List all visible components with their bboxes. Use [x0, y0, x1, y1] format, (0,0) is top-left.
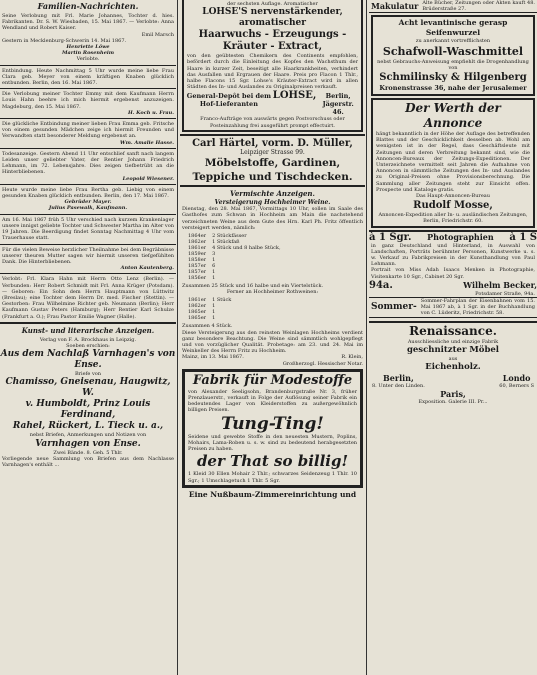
notice-2-name-a: Henriette Löwe — [66, 44, 110, 51]
schafwoll-firm: Schmilinsky & Hilgenberg — [379, 72, 527, 84]
notice-6: Todesanzeige. Gestern Abend 11 Uhr entschlief sanft nach langem Leiden unser geliebter Vater, der Rentier Johann Friedrich Lehmann, im 72. Lebensjahre. Dies zeigen tiefbetrübt an die Hinterbliebenen. — [2, 150, 174, 176]
annonce-firm-name: Rudolf Mosse, — [413, 200, 493, 212]
wine-lot-quantity: 6 — [212, 263, 216, 270]
schafwoll-text: nebst Gebrauchs-Anweisung empfiehlt die Drogenhandlung von — [377, 58, 529, 71]
price-left: à 1 Sgr. — [369, 231, 412, 243]
schafwoll-sub-2: zu anerkannt vortrefflichsten — [415, 38, 491, 45]
column-middle — [180, 0, 365, 675]
notice-7-signature-b: Julius Pasewalk, Kaufmann. — [48, 205, 128, 212]
notice-6-signature: Leopold Wiesener. — [122, 175, 174, 182]
wine-lot-quantity: 4 Stück und 8 halbe Stück, — [212, 245, 281, 252]
wine-lot-quantity: 1 — [212, 275, 216, 282]
book-title-3: Chamisso, Gneisenau, Haugwitz, W. — [5, 377, 171, 399]
notice-2-label: Verlobte. — [76, 56, 100, 63]
city-paris-name: Paris, — [440, 389, 466, 400]
wine-lot-quantity: 1 Stückfaß — [212, 239, 240, 246]
sommer-text: Sommer-Fahrplan der Eisenbahnen vom 15. Mai 1867 ab, à 1 Sgr. in der Buchhandlung von C. Lüderitz, Friedrichstr. 58. — [420, 298, 535, 317]
lohse-depot-row — [185, 90, 360, 116]
fabrik-ad — [182, 369, 363, 488]
photo-ad-header — [369, 230, 537, 243]
book-description: Vorliegende neue Sammlung von Briefen aus dem Nachlasse Varnhagen's enthält ... — [2, 455, 174, 468]
red-wine-lot-vintage: 1865er — [188, 315, 207, 322]
schafwoll-ad — [371, 15, 535, 96]
column-family-notices — [0, 0, 176, 675]
renaissance-cities — [370, 373, 536, 389]
city-paris-address: Exposition. Galerie III. Pr... — [418, 399, 488, 406]
renaissance-text-3: aus — [448, 355, 458, 362]
schafwoll-address: Kronenstrasse 36, nahe der Jerusalemer — [379, 84, 527, 93]
book-price: Zwei Bände. 8. Geh. 5 Thlr. — [53, 449, 123, 456]
makulatur-text: Alte Bücher, Zeitungen oder Akten kauft 48. Brüderstraße 27. — [422, 0, 535, 13]
makulatur-label: Makulatur — [371, 1, 419, 12]
column-rule — [366, 0, 367, 675]
city-berlin-name: Berlin, — [383, 373, 414, 384]
lohse-title: LOHSE'S nervenstärkender, aromatischer — [202, 7, 343, 29]
notice-8: Am 16. Mai 1867 früh 5 Uhr verschied nach kurzem Krankenlager unsere innigst geliebte Tochter und Schwester Martha im Alter von 19 Jahren. Die Beerdigung findet Sonntag Nachmittag 4 Uhr vom Trauerhause statt. — [2, 216, 174, 242]
wine-auction-text-2: Diese Versteigerung aus den reinsten Weinlagen Hochheims verdient ganz besondere Beachtung. Die Weine sind sämmtlich wohlgepflegt und von vorzüglicher Qualität. Probetage: am 23. und 24. Mai im Weinkeller des Herrn Fritz zu Hochheim. — [182, 329, 363, 355]
wine-lot-total: Zusammen 25 Stück und 16 halbe und ein Viertelstück. — [182, 283, 324, 290]
section-divider — [0, 322, 176, 324]
publisher-line: Verlag von F. A. Brockhaus in Leipzig. — [39, 336, 137, 343]
red-wine-lot-vintage: 1861er — [188, 297, 207, 304]
becker-address: Potsdamer Straße, 94a. — [475, 290, 535, 297]
fabrik-footer: 1 Kleid 30 Ellen Mohair 2 Thlr.; schwarzes Seidenzeug 1 Thlr. 10 Sgr.; 1 Umschlagetuch 1 Thlr. 5 Sgr. — [188, 471, 357, 484]
wine-lot-vintage: 1856er — [188, 275, 207, 282]
book-title-2: Briefe von — [74, 371, 102, 378]
photo-text-2: Portrait von Miss Adah Isaacs Menken in Photographie, Visitenkarte 10 Sgr., Cabinet 20 Sgr. — [371, 267, 535, 280]
notice-1-signature: Emil Marsch — [141, 31, 174, 38]
notice-7-signature-a: Gebrüder Mayer. — [64, 199, 112, 206]
book-note: nebst Briefen, Anmerkungen und Notizen von — [29, 432, 147, 439]
notice-5-signature: Wm. Amalie Hasse. — [119, 139, 174, 146]
becker-number: 94a. — [369, 279, 393, 291]
column-rule — [177, 0, 178, 675]
divider — [0, 214, 176, 215]
lohse-brand: LOHSE, — [272, 90, 317, 102]
red-wine-lot-quantity: 1 Stück — [212, 297, 232, 304]
city-berlin — [370, 373, 427, 389]
sommer-label: Sommer- — [371, 302, 417, 313]
fabrik-owner: von Alexander Seeligsohn, Brandenburgstraße Nr. 3, früher Prenzlauerstr., verkauft in Folge der Auflösung seiner Fabrik ein bedeutendes Lager von Kleiderstoffen zu außergewöhnlich billigen Preisen. — [188, 388, 357, 414]
wine-auction-notary: Großherzogl. Hessischer Notar. — [282, 360, 363, 367]
wine-auction-place: Mainz, im 13. Mai 1867. — [182, 354, 244, 361]
photo-title: Photographien — [427, 231, 494, 242]
city-london-address: 60, Berners S — [499, 383, 534, 390]
divider — [0, 244, 176, 245]
red-wine-total: Zusammen 4 Stück. — [182, 323, 233, 330]
annonce-text: hängt bekanntlich in der Höhe der Auflage des betreffenden Blattes und der Geschicklichkeit desselben ab. Wohl am wenigsten ist in der Regel, dass Geschäftsleute mit Zeitungen und deren Verbreitung bekannt sind, wie die Annoncen-Bureaux der Zeitungs-Expeditionen. Der Unterzeichnete vermittelt seit Jahren die Aufnahme von Annoncen in sämmtliche Zeitungen des In- und Auslandes zu Original-Preisen ohne Provisionsberechnung. Die Sammlung aller Zeitungen steht zur Einsicht offen. Prospecte und Kataloge gratis. — [376, 131, 530, 193]
notice-9: Für die vielen Beweise herzlicher Theilnahme bei dem Begräbnisse unserer theuren Mutter sagen wir hiermit unseren tiefgefühlten Dank. Die Hinterbliebenen. — [2, 246, 174, 265]
notice-7: Heute wurde meine liebe Frau Bertha geb. Liebig von einem gesunden Knaben glücklich entbunden. Berlin, den 17. Mai 1867. — [2, 186, 174, 200]
annonce-ad — [371, 98, 535, 228]
wine-lot-vintage: 1857er — [188, 269, 207, 276]
misc-heading: Vermischte Anzeigen. — [230, 189, 315, 199]
wine-lot-quantity: 1 — [212, 269, 216, 276]
renaissance-text: Ausschliessliche und einzige Fabrik — [407, 338, 499, 345]
lohse-top-line: der sechsten Auflage. Aromatischer — [227, 1, 318, 7]
notice-2-name-b: Martin Rosenheim — [61, 50, 115, 57]
red-wine-heading: Ferner an Hochheimer Rothweinen: — [226, 289, 319, 296]
fabrik-tung-ting: Tung-Ting! — [221, 413, 324, 434]
renaissance-text-4: Eichenholz. — [425, 362, 481, 373]
wine-auction-title: Versteigerung Hochheimer Weine. — [214, 199, 331, 207]
renaissance-ad — [369, 321, 537, 407]
haertel-address: Leipziger Strasse 99. — [240, 148, 305, 156]
becker-name: Wilhelm Becker, — [463, 279, 537, 290]
divider — [0, 88, 176, 89]
photo-text: in ganz Deutschland und Hinterland, in Auswahl von Landschaften, Porträts berühmter Personen, Kunstwerke u. s. w. Verkauf zu Fabrikpreisen in der Kunsthandlung von Paul Lehmann. — [371, 242, 535, 268]
schafwoll-sub: Seifenwurzel — [425, 28, 481, 38]
city-london-name: Londo — [502, 373, 531, 384]
lohse-ad — [182, 0, 363, 132]
wine-auction-signature: R. Klein, — [341, 354, 363, 361]
notice-9-signature: Anton Kautenberg. — [120, 265, 174, 272]
book-editor: Varnhagen von Ense. — [35, 438, 141, 449]
notice-3: Entbindung. Heute Nachmittag 5 Uhr wurde meine liebe Frau Clara geb. Meyer von einem kräftigen Knaben glücklich entbunden. Berlin, den 16. Mai 1867. — [2, 67, 174, 87]
fabrik-title: Fabrik für Modestoffe — [192, 372, 353, 388]
wine-lot-vintage: 1859er — [188, 251, 207, 258]
city-berlin-address: 8. Unter den Linden. — [372, 383, 425, 390]
wine-lot-vintage: 1864er — [188, 233, 207, 240]
annonce-address: Annoncen-Expedition aller In- u. ausländischen Zeitungen, Berlin, Friedrichstr. 60. — [378, 212, 528, 225]
column-right — [369, 0, 537, 675]
fabrik-text: Seidene und gewebte Stoffe in den neuesten Mustern, Poplins, Mohairs, Lama-Roben u. s. w. sind zu bedeutend herabgesetzten Preisen zu haben. — [188, 433, 357, 453]
renaissance-title: Renaissance. — [409, 323, 497, 338]
publisher-subline: Soeben erschien: — [66, 342, 110, 349]
wine-lot-vintage: 1857er — [188, 263, 207, 270]
red-wine-lot-quantity: 1 — [212, 303, 216, 310]
arts-heading: Kunst- und literarische Anzeigen. — [21, 325, 155, 335]
annonce-title: Der Werth der Annonce — [405, 101, 501, 131]
lohse-footer: Franco-Aufträge von auswärts gegen Postvorschuss oder Posteinzahlung frei ausgeführt prompt effectuirt. — [200, 116, 345, 129]
divider — [0, 65, 176, 66]
sommer-ad — [369, 297, 537, 318]
divider — [0, 184, 176, 185]
schafwoll-head: Acht levantinische gerasp — [398, 18, 508, 28]
wine-lot-vintage: 1858er — [188, 257, 207, 264]
annonce-firm: Das Haupt-Annoncen-Bureau — [415, 193, 490, 200]
divider — [0, 273, 176, 274]
renaissance-text-2: geschnitzter Möbel — [406, 344, 500, 355]
wine-lot-quantity: 3 — [212, 251, 216, 258]
wine-lot-vintage: 1862er — [188, 239, 207, 246]
becker-row — [369, 280, 537, 291]
price-right: à 1 S — [509, 231, 537, 243]
nussbaum-ad: Eine Nußbaum-Zimmereinrichtung und — [188, 489, 357, 499]
wine-lot-row — [188, 275, 287, 281]
wine-lot-quantity: 1 — [212, 257, 216, 264]
red-wine-lot-row — [188, 315, 237, 321]
book-title-1: Aus dem Nachlaß Varnhagen's von Ense. — [0, 349, 176, 371]
notice-2: Gestern in Mecklenburg-Schwerin 14. Mai 1867. — [2, 37, 127, 44]
red-wine-table — [188, 297, 237, 321]
book-title-4: v. Humboldt, Prinz Louis Ferdinand, — [25, 399, 151, 421]
lohse-text: von den geübtesten Chemikern des Continents empfohlen, befördert durch die Einleitung des Kopfes den Wachsthum der Haare in kurzer Zeit, beseitigt alle Haarkrankheiten, verhindert das Ausfallen und Ergrauen der Haare. Preis pro Flacon 1 Thlr., halbe Flacons 15 Sgr. Lohse's Kräuter-Extract wird in allen Städten des In- und Auslandes zu Originalpreisen verkauft. — [187, 53, 358, 91]
city-london — [497, 373, 536, 389]
red-wine-lot-vintage: 1865er — [188, 309, 207, 316]
wine-lot-quantity: 2 Stückfässer — [212, 233, 247, 240]
notice-1: Seine Verlobung mit Frl. Marie Johannes, Tochter d. hies. Fabrikanten. Dr. S. W. Wiesbaden, 15. Mai 1867. — Verlobte: Anna Wendland und Robert Kaiser. — [2, 13, 174, 32]
wine-lot-table — [188, 233, 287, 281]
red-wine-lot-quantity: 1 — [212, 309, 216, 316]
red-wine-lot-vintage: 1862er — [188, 303, 207, 310]
haertel-name: Carl Härtel, vorm. D. Müller, — [192, 137, 353, 149]
makulatur-ad — [369, 0, 537, 13]
notice-summary: Verlobt: Frl. Klara Hahn mit Herrn Otto Lenz (Berlin). — Verbunden: Herr Robert Schmidt mit Frl. Anna Krüger (Potsdam). — Geboren: Ein Sohn dem Herrn Hauptmann von Lüttwitz (Breslau); eine Tochter dem Herrn Dr. med. Fischer (Stettin). — Gestorben: Frau Wilhelmine Richter geb. Neumann (Berlin); Herr Kaufmann Gustav Peters (Hamburg); Herr Rentier Karl Schulze (Frankfurt a. O.); Frau Pastor Emilie Wagner (Halle). — [2, 276, 174, 320]
lohse-depot: General-Depôt bei dem Hof-Lieferanten — [186, 92, 272, 109]
haertel-goods: Möbelstoffe, Gardinen, Teppiche und Tischdecken. — [192, 157, 353, 184]
notice-4-signature: H. Koch u. Frau. — [127, 109, 174, 116]
wine-auction-text: Dienstag, den 28. Mai 1867, Vormittags 10 Uhr, sollen im Saale des Gasthofes zum Schwan in Hochheim am Main die nachstehend verzeichneten Weine aus dem Gute des Hrn. Karl Ph. Fritz öffentlich versteigert werden, nämlich: — [182, 206, 363, 231]
family-heading: Familien-Nachrichten. — [37, 1, 139, 11]
book-title-5: Rahel, Rückert, L. Tieck u. a., — [12, 421, 164, 432]
fabrik-slogan: der That so billig! — [196, 452, 349, 471]
divider — [0, 118, 176, 119]
haertel-ad — [180, 134, 365, 187]
wine-lot-vintage: 1861er — [188, 245, 207, 252]
notice-5: Die glückliche Entbindung meiner lieben Frau Emma geb. Fritsche von einem gesunden Mädchen zeige ich hiermit Freunden und Verwandten statt besonderer Meldung ergebenst an. — [2, 121, 174, 140]
divider — [0, 148, 176, 149]
schafwoll-title: Schafwoll-Waschmittel — [382, 44, 524, 58]
notice-4: Die Verlobung meiner Tochter Emmy mit dem Kaufmann Herrn Louis Hahn beehre ich mich hiermit ergebenst anzuzeigen. Magdeburg, den 15. Mai 1867. — [2, 91, 174, 110]
red-wine-lot-quantity: 1 — [212, 315, 216, 322]
lohse-title-2: Haarwuchs - Erzeugungs - Kräuter - Extract, — [198, 29, 347, 53]
lohse-address: Berlin, Jägerstr. 46. — [322, 92, 354, 117]
